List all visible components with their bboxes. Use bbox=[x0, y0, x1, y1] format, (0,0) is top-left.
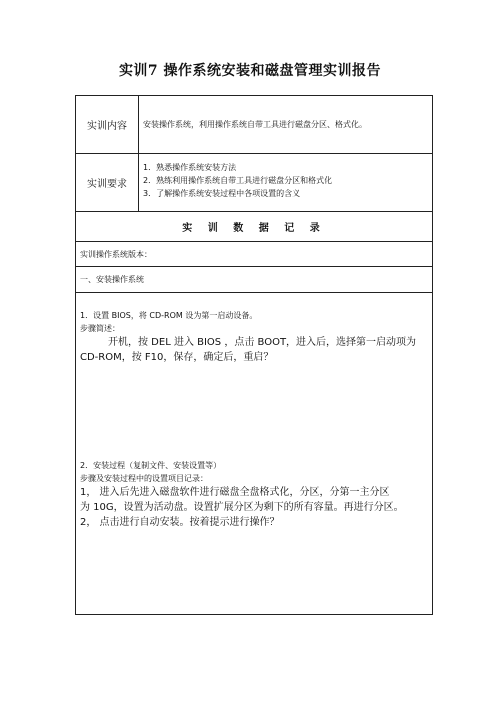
os-version-label: 实训操作系统版本： bbox=[80, 249, 152, 259]
step1-sub: 步骤简述： bbox=[80, 324, 120, 333]
content-text: 安装操作系统，利用操作系统自带工具进行磁盘分区、格式化。 bbox=[143, 120, 367, 129]
step1-body-line1: 开机，按 DEL 进入 BIOS ，点击 BOOT，进入后，选择第一启动项为 bbox=[108, 337, 417, 348]
step2-block bbox=[80, 459, 428, 530]
content-row bbox=[76, 96, 432, 154]
requirement-item: 1．熟悉操作系统安装方法 bbox=[143, 163, 237, 172]
requirement-item: 3．了解操作系统安装过程中各项设置的含义 bbox=[143, 189, 301, 198]
report-table bbox=[75, 95, 433, 615]
step2-line3: 2， 点击进行自动安装。按着提示进行操作？ bbox=[80, 517, 280, 528]
os-version-row bbox=[76, 242, 432, 267]
step2-sub: 步骤及安装过程中的设置项目记录： bbox=[80, 474, 208, 483]
step1-block bbox=[80, 309, 428, 365]
step2-line1: 1， 进入后先进入磁盘软件进行磁盘全盘格式化，分区，分第一主分区 bbox=[80, 487, 390, 498]
step1-body-line2: CD-ROM，按 F10，保存，确定后，重启？ bbox=[80, 352, 274, 363]
section1-heading: 一、安装操作系统 bbox=[80, 275, 144, 284]
requirements-label: 实训要求 bbox=[76, 154, 139, 211]
requirements-list bbox=[143, 161, 332, 200]
record-header: 实 训 数 据 记 录 bbox=[182, 223, 326, 234]
section1-row bbox=[76, 267, 432, 293]
step1-heading: 1．设置 BIOS，将 CD-ROM 设为第一启动设备。 bbox=[80, 311, 258, 320]
requirement-item: 2．熟练利用操作系统自带工具进行磁盘分区和格式化 bbox=[143, 176, 333, 185]
page-title: 实训7 操作系统安装和磁盘管理实训报告 bbox=[118, 63, 382, 79]
content-label: 实训内容 bbox=[76, 96, 139, 153]
record-header-row bbox=[76, 212, 432, 242]
step2-line2: 为 10G，设置为活动盘。设置扩展分区为剩下的所有容量。再进行分区。 bbox=[80, 502, 404, 513]
requirements-cell bbox=[139, 154, 432, 211]
requirements-row bbox=[76, 154, 432, 212]
steps-row bbox=[76, 293, 432, 616]
step2-heading: 2．安装过程（复制文件、安装设置等） bbox=[80, 461, 222, 470]
